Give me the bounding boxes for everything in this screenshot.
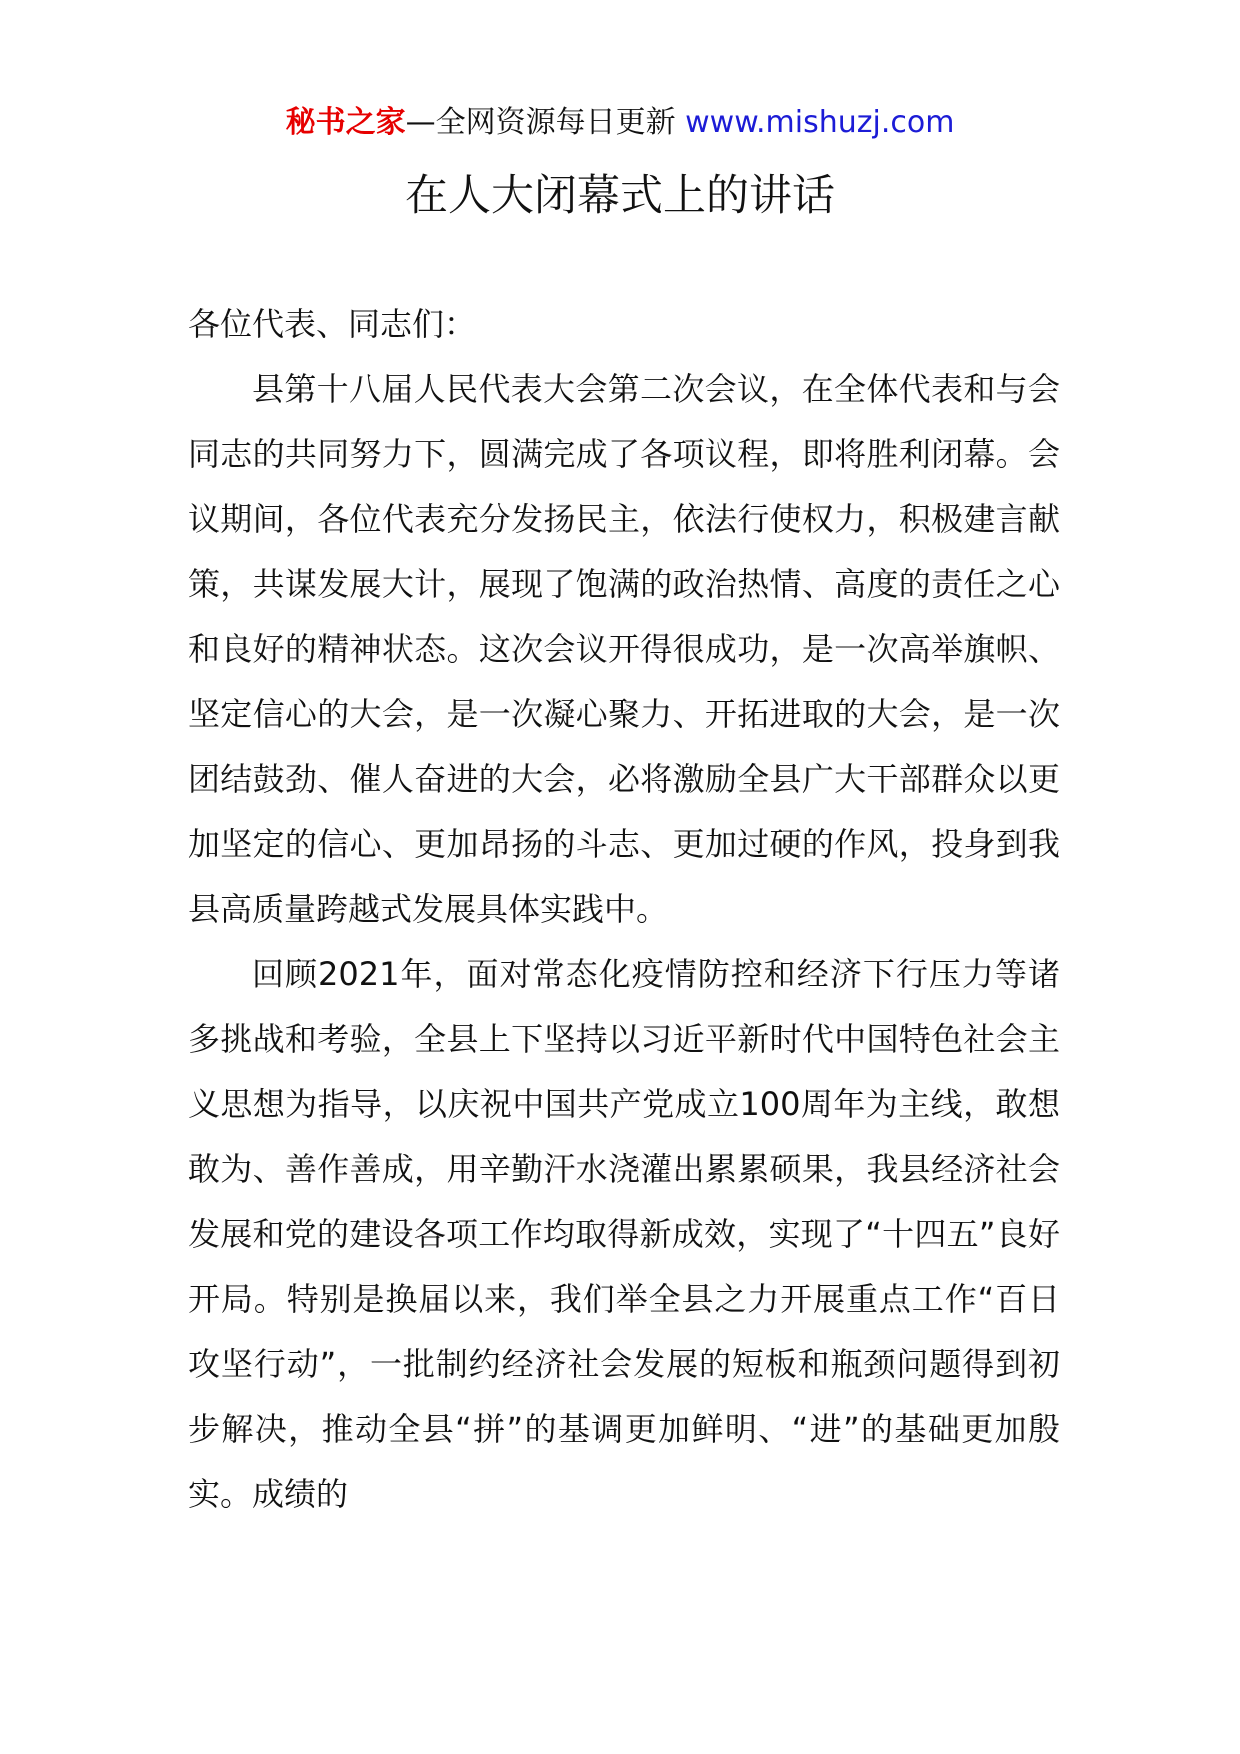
header-tagline: —全网资源每日更新 [405,105,676,140]
brand-name: 秘书之家 [285,105,406,140]
paragraph-1: 县第十八届人民代表大会第二次会议，在全体代表和与会同志的共同努力下，圆满完成了各项议程，即将胜利闭幕。会议期间，各位代表充分发扬民主，依法行使权力，积极建言献策，共谋发展大计，展现了饱满的政治热情、高度的责任之心和良好的精神状态。这次会议开得很成功，是一次高举旗帜、坚定信心的大会，是一次凝心聚力、开拓进取的大会，是一次团结鼓劲、催人奋进的大会，必将激励全县广大干部群众以更加坚定的信心、更加昂扬的斗志、更加过硬的作风，投身到我县高质量跨越式发展具体实践中。 [188,370,1060,928]
paragraph-2: 回顾2021年，面对常态化疫情防控和经济下行压力等诸多挑战和考验，全县上下坚持以习近平新时代中国特色社会主义思想为指导，以庆祝中国共产党成立100周年为主线，敢想敢为、善作善成，用辛勤汗水浇灌出累累硕果，我县经济社会发展和党的建设各项工作均取得新成效，实现了“十四五”良好开局。特别是换届以来，我们举全县之力开展重点工作“百日攻坚行动”，一批制约经济社会发展的短板和瓶颈问题得到初步解决，推动全县“拼”的基调更加鲜明、“进”的基础更加殷实。成绩的 [188,955,1060,1513]
salutation: 各位代表、同志们： [188,305,477,343]
document-title: 在人大闭幕式上的讲话 [405,171,835,221]
site-url-link[interactable]: www.mishuzj.com [685,105,955,140]
document-body [188,292,1060,1527]
site-header [0,101,1240,145]
